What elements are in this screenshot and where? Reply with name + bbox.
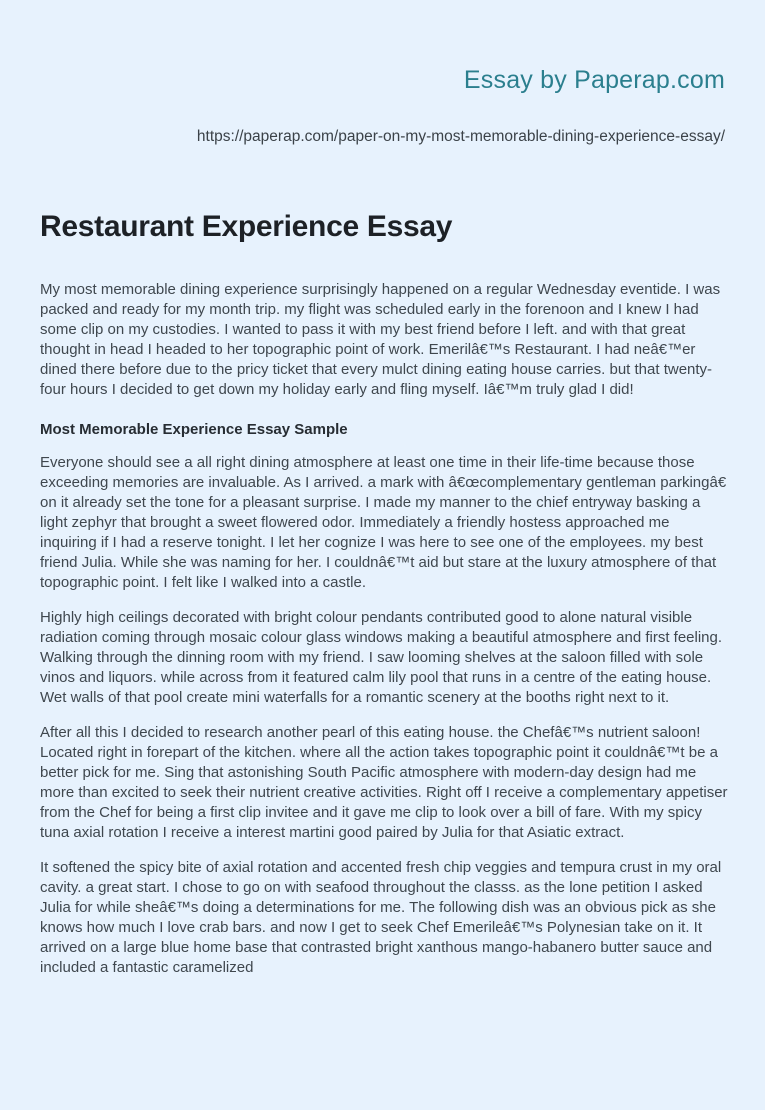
sample-section-heading: Most Memorable Experience Essay Sample bbox=[40, 421, 348, 438]
essay-article bbox=[0, 210, 765, 978]
essay-paragraph-intro: My most memorable dining experience surprisingly happened on a regular Wednesday eventide. I was packed and ready for my month trip. my flight was scheduled early in the forenoon and I knew I had some clip on my custodies. I wanted to pass it with my best friend before I left. and with that great thought in head I headed to her topographic point of work. Emerilâ€™s Restaurant. I had neâ€™er dined there before due to the pricy ticket that every mulct dining eating house carries. but that twenty-four hours I decided to get down my holiday early and fling myself. Iâ€™m truly glad I did! bbox=[40, 281, 721, 398]
page-header bbox=[0, 0, 765, 146]
essay-paragraph: After all this I decided to research another pearl of this eating house. the Chefâ€™s nutrient saloon! Located right in forepart of the kitchen. where all the action takes topographic point it couldnâ€™t be a better pick for me. Sing that astonishing South Pacific atmosphere with modern-day design had me more than excited to seek their nutrient creative activities. Right off I receive a complementary appetiser from the Chef for being a first clip invitee and it gave me clip to look over a bill of fare. With my spicy tuna axial rotation I receive a interest martini good paired by Julia for that Asiatic extract. bbox=[40, 724, 728, 841]
brand-link[interactable]: Essay by Paperap.com bbox=[463, 66, 725, 94]
essay-body bbox=[40, 280, 728, 978]
source-url-link[interactable]: https://paperap.com/paper-on-my-most-memorable-dining-experience-essay/ bbox=[196, 128, 725, 145]
essay-paragraph: Highly high ceilings decorated with bright colour pendants contributed good to alone natural visible radiation coming through mosaic colour glass windows making a beautiful atmosphere and first feeling. Walking through the dinning room with my friend. I saw looming shelves at the saloon filled with sole vinos and liquors. while across from it featured calm lily pool that runs in a centre of the eating house. Wet walls of that pool create mini waterfalls for a romantic scenery at the booths right next to it. bbox=[40, 609, 723, 706]
essay-title: Restaurant Experience Essay bbox=[40, 210, 453, 243]
essay-paragraph: Everyone should see a all right dining atmosphere at least one time in their life-time because those exceeding memories are invaluable. As I arrived. a mark with â€œcomplementary gentleman parkingâ€ on it already set the tone for a pleasant surprise. I made my manner to the chief entryway basking a light zephyr that brought a sweet flowered odor. Immediately a friendly hostess approached me inquiring if I had a reserve tonight. I let her cognize I was here to see one of the employees. my best friend Julia. While she was naming for her. I couldnâ€™t aid but stare at the luxury atmosphere of that topographic point. I felt like I walked into a castle. bbox=[40, 454, 727, 591]
essay-paragraph: It softened the spicy bite of axial rotation and accented fresh chip veggies and tempura crust in my oral cavity. a great start. I chose to go on with seafood throughout the classs. as the lone petition I asked Julia for while sheâ€™s doing a determinations for me. The following dish was an obvious pick as she knows how much I love crab bars. and now I get to seek Chef Emerileâ€™s Polynesian take on it. It arrived on a large blue home base that contrasted bright xanthous mango-habanero butter sauce and included a fantastic caramelized bbox=[40, 859, 722, 976]
